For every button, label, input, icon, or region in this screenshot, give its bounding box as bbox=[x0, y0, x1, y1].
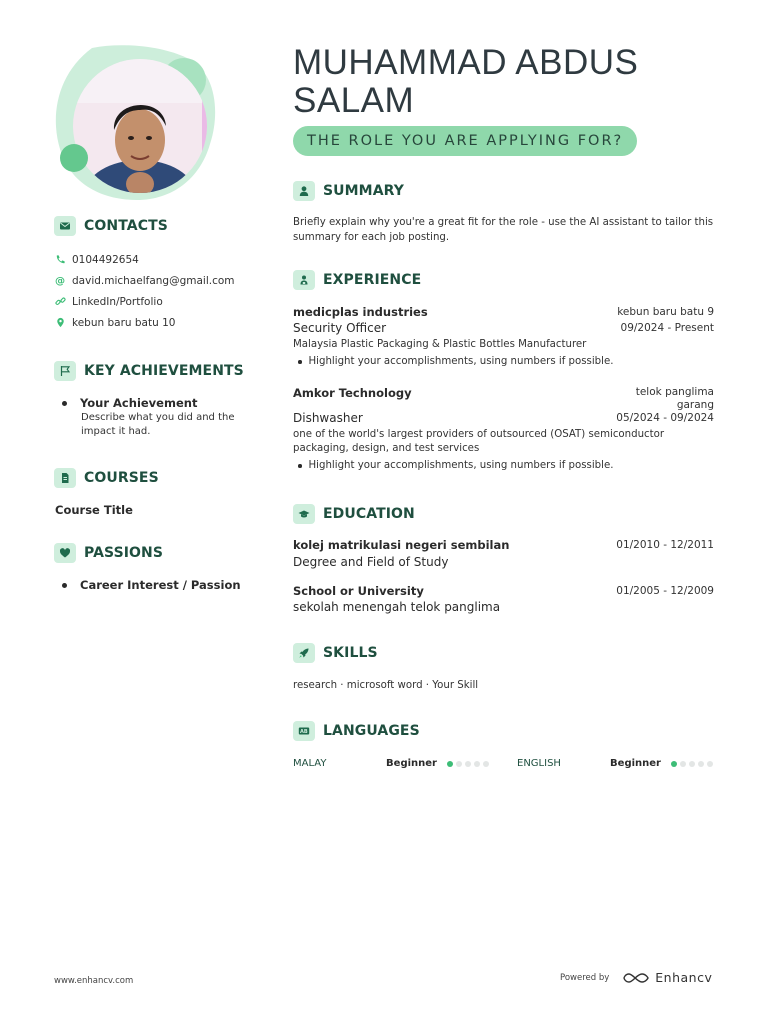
name-line: MUHAMMAD ABDUS bbox=[293, 43, 639, 82]
achievements-title: KEY ACHIEVEMENTS bbox=[84, 363, 244, 379]
team-icon bbox=[293, 270, 315, 290]
job-desc-line: packaging, design, and test services bbox=[293, 443, 480, 454]
language-item bbox=[293, 758, 489, 769]
link-icon bbox=[55, 296, 66, 307]
at-icon bbox=[55, 275, 66, 286]
phone-text: 0104492654 bbox=[72, 253, 139, 266]
level-dot bbox=[671, 761, 677, 767]
contacts-heading bbox=[54, 216, 168, 236]
education-title: EDUCATION bbox=[323, 506, 415, 522]
level-dot bbox=[456, 761, 462, 767]
experience-heading bbox=[293, 270, 421, 290]
skills-list: research · microsoft word · Your Skill bbox=[293, 680, 479, 691]
level-dot bbox=[474, 761, 480, 767]
level-dot bbox=[689, 761, 695, 767]
brand-logo[interactable] bbox=[623, 970, 712, 985]
summary-line: summary for each job posting. bbox=[293, 231, 450, 243]
passions-heading bbox=[54, 543, 163, 563]
contact-phone[interactable] bbox=[55, 249, 235, 270]
role-pill[interactable]: THE ROLE YOU ARE APPLYING FOR? bbox=[293, 126, 637, 156]
job-dates: 09/2024 - Present bbox=[620, 321, 714, 334]
achievement-desc bbox=[81, 411, 262, 439]
passions-title: PASSIONS bbox=[84, 545, 164, 561]
courses-title: COURSES bbox=[84, 470, 159, 486]
job-location-line: garang bbox=[676, 399, 714, 411]
document-icon bbox=[54, 468, 76, 488]
education-heading bbox=[293, 504, 415, 524]
footer-brand bbox=[560, 970, 712, 985]
skills-title: SKILLS bbox=[323, 645, 378, 661]
language-item bbox=[517, 758, 713, 769]
brand-name: Enhancv bbox=[655, 970, 713, 985]
level-dot bbox=[698, 761, 704, 767]
contacts-list bbox=[55, 249, 235, 333]
education-dates: 01/2010 - 12/2011 bbox=[616, 539, 714, 551]
bullet bbox=[298, 360, 302, 364]
candidate-name bbox=[293, 44, 733, 120]
languages-heading bbox=[293, 721, 420, 741]
language-level-dots bbox=[671, 761, 713, 767]
language-name: MALAY bbox=[293, 758, 327, 769]
language-icon bbox=[293, 721, 315, 741]
level-dot bbox=[447, 761, 453, 767]
enhancv-logo-icon bbox=[623, 971, 649, 985]
bullet bbox=[298, 464, 302, 468]
contacts-title: CONTACTS bbox=[84, 218, 168, 234]
svg-text:AB: AB bbox=[300, 729, 308, 736]
summary-heading bbox=[293, 181, 404, 201]
experience-item bbox=[293, 386, 714, 473]
course-title: Course Title bbox=[55, 503, 133, 517]
contact-link[interactable] bbox=[55, 291, 235, 312]
job-position: Dishwasher bbox=[293, 411, 363, 425]
job-bullet bbox=[293, 355, 714, 370]
graduation-cap-icon bbox=[293, 504, 315, 524]
svg-text:@: @ bbox=[55, 276, 66, 286]
company-name: medicplas industries bbox=[293, 305, 428, 319]
profile-photo bbox=[52, 44, 222, 202]
achievement-item bbox=[62, 396, 262, 439]
bullet bbox=[62, 401, 67, 406]
job-location bbox=[636, 386, 714, 412]
experience-item bbox=[293, 305, 714, 369]
heart-icon bbox=[54, 543, 76, 563]
experience-title: EXPERIENCE bbox=[323, 272, 422, 288]
job-desc: Malaysia Plastic Packaging & Plastic Bottles Manufacturer bbox=[293, 339, 587, 350]
location-pin-icon bbox=[55, 317, 66, 328]
contact-email[interactable] bbox=[55, 270, 235, 291]
link-text: LinkedIn/Portfolio bbox=[72, 295, 163, 308]
company-name: Amkor Technology bbox=[293, 386, 412, 400]
footer-website[interactable]: www.enhancv.com bbox=[54, 976, 134, 986]
envelope-icon bbox=[54, 216, 76, 236]
job-dates: 05/2024 - 09/2024 bbox=[616, 412, 714, 424]
achievements-heading bbox=[54, 361, 244, 381]
job-position: Security Officer bbox=[293, 320, 387, 335]
powered-by-text: Powered by bbox=[560, 972, 610, 983]
level-dot bbox=[465, 761, 471, 767]
achievement-title: Your Achievement bbox=[80, 396, 198, 410]
flag-icon bbox=[54, 361, 76, 381]
summary-text bbox=[293, 216, 723, 245]
job-bullet-text: Highlight your accomplishments, using numbers if possible. bbox=[308, 355, 614, 367]
job-bullet-text: Highlight your accomplishments, using numbers if possible. bbox=[308, 459, 614, 471]
job-location-line: telok panglima bbox=[635, 386, 714, 398]
skills-heading bbox=[293, 643, 378, 663]
profile-photo-area bbox=[52, 44, 222, 202]
job-location: kebun baru batu 9 bbox=[617, 306, 714, 318]
summary-line: Briefly explain why you're a great fit for the role - use the AI assistant to tailor this bbox=[293, 217, 714, 228]
level-dot bbox=[680, 761, 686, 767]
school-name: School or University bbox=[293, 584, 424, 598]
job-bullet bbox=[293, 459, 714, 474]
phone-icon bbox=[55, 254, 66, 265]
email-text: david.michaelfang@gmail.com bbox=[72, 274, 235, 287]
education-item bbox=[293, 584, 714, 614]
achievement-desc-line: impact it had. bbox=[81, 426, 151, 437]
language-level: Beginner bbox=[610, 758, 661, 769]
name-line: SALAM bbox=[293, 81, 415, 120]
school-name: kolej matrikulasi negeri sembilan bbox=[293, 538, 510, 552]
degree: Degree and Field of Study bbox=[293, 554, 449, 569]
passion-item bbox=[62, 578, 241, 592]
achievement-desc-line: Describe what you did and the bbox=[81, 412, 235, 423]
courses-heading bbox=[54, 468, 159, 488]
language-name: ENGLISH bbox=[517, 758, 561, 769]
degree: sekolah menengah telok panglima bbox=[293, 599, 501, 614]
job-desc-line: one of the world's largest providers of outsourced (OSAT) semiconductor bbox=[293, 428, 665, 440]
education-item bbox=[293, 538, 714, 569]
bullet bbox=[62, 583, 67, 588]
languages-title: LANGUAGES bbox=[323, 723, 420, 739]
education-dates: 01/2005 - 12/2009 bbox=[616, 585, 714, 597]
summary-title: SUMMARY bbox=[323, 183, 405, 199]
passion-text: Career Interest / Passion bbox=[80, 578, 241, 592]
level-dot bbox=[707, 761, 713, 767]
job-desc bbox=[293, 428, 714, 457]
user-icon bbox=[293, 181, 315, 201]
location-text: kebun baru batu 10 bbox=[72, 316, 176, 329]
language-level: Beginner bbox=[386, 758, 437, 769]
language-level-dots bbox=[447, 761, 489, 767]
level-dot bbox=[483, 761, 489, 767]
contact-location bbox=[55, 312, 235, 333]
rocket-icon bbox=[293, 643, 315, 663]
